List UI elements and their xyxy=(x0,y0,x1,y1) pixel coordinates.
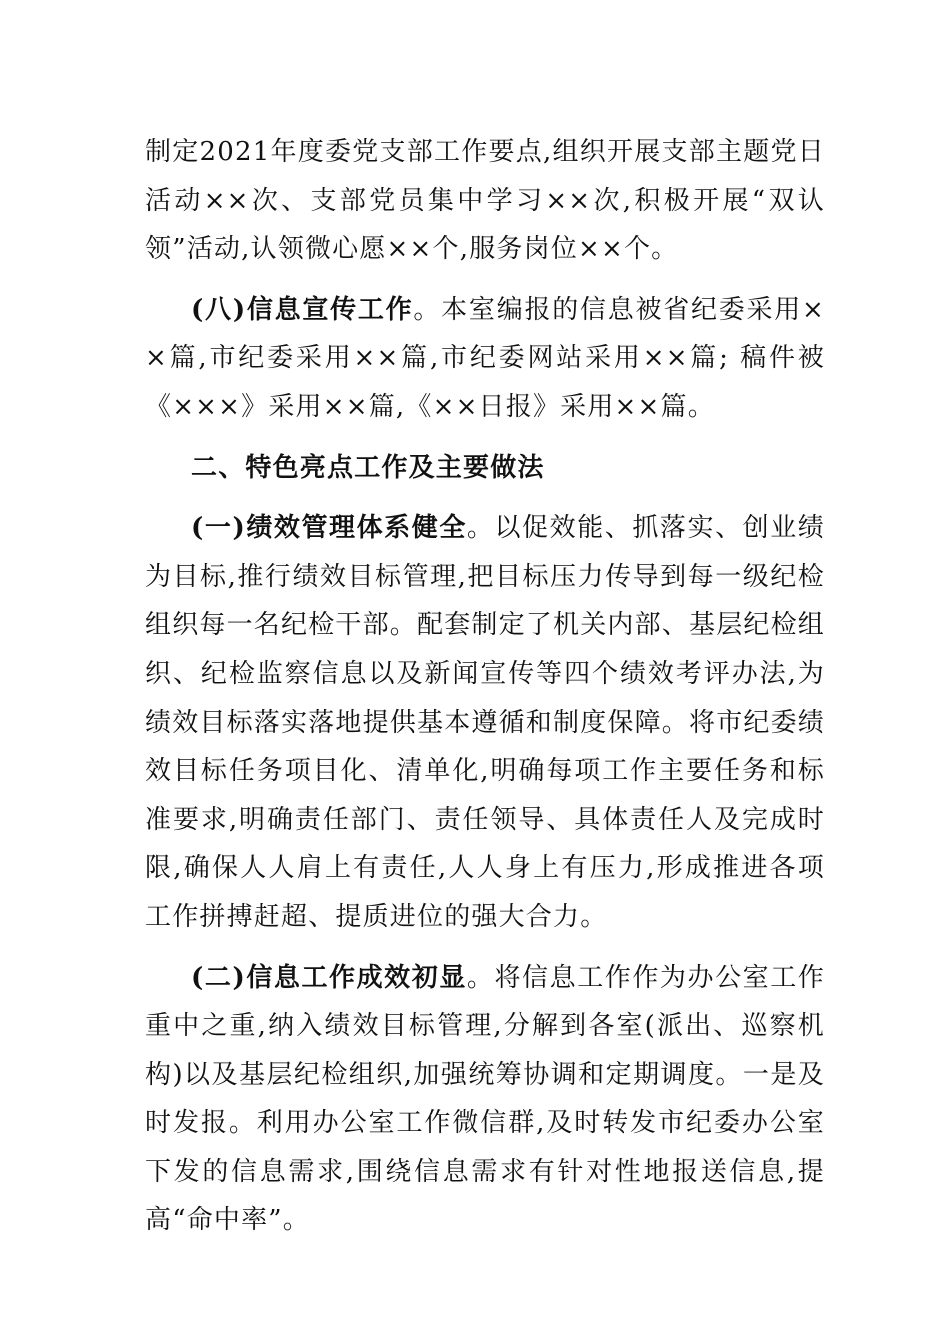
paragraph-text: 。本室编报的信息被省纪委采用××篇,市纪委采用××篇,市纪委网站采用××篇; 稿件被《×××》采用××篇,《××日报》采用××篇。 xyxy=(145,294,825,422)
paragraph-text: 制定2021年度委党支部工作要点,组织开展支部主题党日活动××次、支部党员集中学习××次,积极开展“双认领”活动,认领微心愿××个,服务岗位××个。 xyxy=(145,137,825,265)
paragraph-lead-heading: (八)信息宣传工作 xyxy=(191,294,414,325)
section-heading xyxy=(145,444,825,493)
paragraph-performance-management xyxy=(145,504,825,941)
paragraph-continuation xyxy=(145,128,825,274)
paragraph-lead-heading: (一)绩效管理体系健全 xyxy=(191,513,467,544)
paragraph-text: 。将信息工作作为办公室工作重中之重,纳入绩效目标管理,分解到各室(派出、巡察机构)以及基层纪检组织,加强统筹协调和定期调度。一是及时发报。利用办公室工作微信群,及时转发市纪委办公室下发的信息需求,围绕信息需求有针对性地报送信息,提高“命中率”。 xyxy=(145,962,825,1236)
section-heading-text: 二、特色亮点工作及主要做法 xyxy=(191,452,545,483)
paragraph-text: 。以促效能、抓落实、创业绩为目标,推行绩效目标管理,把目标压力传导到每一级纪检组织每一名纪检干部。配套制定了机关内部、基层纪检组织、纪检监察信息以及新闻宣传等四个绩效考评办法,为绩效目标落实落地提供基本遵循和制度保障。将市纪委绩效目标任务项目化、清单化,明确每项工作主要任务和标准要求,明确责任部门、责任领导、具体责任人及完成时限,确保人人肩上有责任,人人身上有压力,形成推进各项工作拼搏赶超、提质进位的强大合力。 xyxy=(145,513,826,932)
paragraph-lead-heading: (二)信息工作成效初显 xyxy=(191,962,467,993)
document-body xyxy=(145,128,825,1259)
paragraph-info-publicity xyxy=(145,286,825,432)
paragraph-info-work xyxy=(145,954,825,1246)
